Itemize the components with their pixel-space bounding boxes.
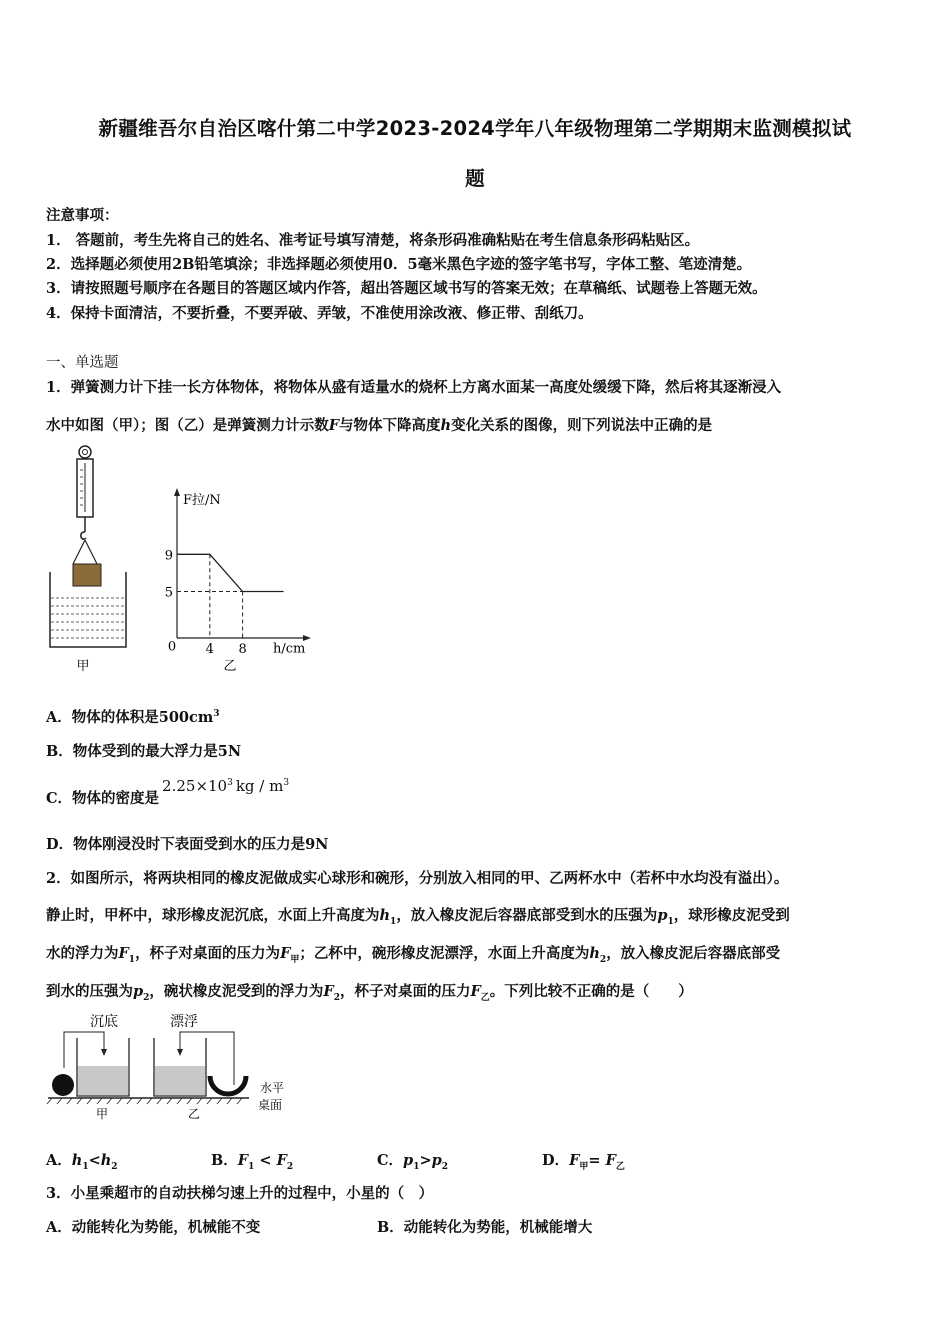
q1-text: 水中如图（甲）；图（乙）是弹簧测力计示数: [46, 417, 329, 434]
var: F: [323, 983, 334, 1000]
y-axis-arrow: [174, 488, 180, 496]
x-tick-label: 8: [238, 642, 247, 657]
q3-option-a[interactable]: A．动能转化为势能，机械能不变: [46, 1219, 261, 1236]
var: F: [280, 945, 291, 962]
page-title-continued: 题: [465, 167, 485, 190]
x-axis-label: h/cm: [273, 641, 306, 657]
string: [85, 540, 97, 564]
label-yi: 乙: [187, 1107, 201, 1121]
y-tick-label: 5: [164, 585, 173, 601]
arrow-icon: [177, 1049, 183, 1056]
sub: 1: [667, 916, 674, 927]
hook-icon: [81, 532, 86, 539]
q2-text: 。下列比较不正确的是（ ）: [489, 983, 693, 1000]
option-sup: 3: [213, 709, 220, 720]
q1-stem-line2: [46, 414, 712, 435]
water-yi: [155, 1066, 205, 1095]
sub: 2: [333, 992, 340, 1003]
q1-option-d[interactable]: D．物体刚浸没时下表面受到水的压力是9N: [46, 836, 329, 853]
q2-text: 静止时，甲杯中，球形橡皮泥沉底，水面上升高度为: [46, 907, 380, 924]
fig-label-jia: 甲: [76, 659, 90, 674]
q2-stem-line1: 2．如图所示，将两块相同的橡皮泥做成实心球形和碗形，分别放入相同的甲、乙两杯水中（若杯中水均没有溢出）。: [46, 870, 789, 887]
notice-heading: 注意事项：: [46, 207, 119, 224]
q3-stem: 3．小星乘超市的自动扶梯匀速上升的过程中，小星的（ ）: [46, 1185, 434, 1202]
q2-text: ；乙杯中，碗形橡皮泥漂浮，水面上升高度为: [299, 945, 590, 962]
label-jia: 甲: [95, 1107, 109, 1121]
data-series-line: [177, 554, 284, 591]
origin-label: 0: [167, 639, 177, 655]
q1-text: 与物体下降高度: [339, 417, 441, 434]
operator: >: [419, 1152, 432, 1169]
operator: <: [88, 1152, 101, 1169]
q2-text: ，球形橡皮泥受到: [673, 907, 790, 924]
option-prefix: B．: [211, 1152, 238, 1169]
q2-text: ，杯子对桌面的压力为: [135, 945, 281, 962]
q2-option-a[interactable]: [46, 1149, 118, 1172]
density-unit: kg / m: [235, 777, 284, 795]
block: [73, 564, 101, 586]
x-axis-arrow: [303, 635, 311, 641]
q1-figure-jia: [40, 442, 140, 682]
density-value: [162, 777, 289, 795]
q2-text: 水的浮力为: [46, 945, 119, 962]
q2-text: ，放入橡皮泥后容器底部受到水的压强为: [396, 907, 658, 924]
density-exp: 3: [227, 778, 233, 788]
option-prefix: A．: [46, 1152, 72, 1169]
var: F: [470, 983, 481, 1000]
q2-figure: [44, 1010, 304, 1122]
option-text: A．物体的体积是500cm: [46, 709, 214, 726]
scale-ring: [79, 446, 91, 458]
var: p: [403, 1152, 414, 1169]
page-title: 新疆维吾尔自治区喀什第二中学2023-2024学年八年级物理第二学期期末监测模拟试: [98, 117, 852, 140]
label-table-2: 桌面: [258, 1098, 283, 1112]
string: [73, 540, 85, 564]
var: F: [605, 1152, 616, 1169]
q2-text: ，碗状橡皮泥受到的浮力为: [149, 983, 324, 1000]
option-text: C．物体的密度是: [46, 790, 160, 807]
q2-option-d[interactable]: [542, 1149, 625, 1172]
sub: 1: [390, 916, 397, 927]
q2-option-b[interactable]: [211, 1149, 293, 1172]
section-heading: 一、单选题: [46, 355, 119, 371]
q2-text: 到水的压强为: [46, 983, 133, 1000]
sub: 2: [143, 992, 150, 1003]
water-jia: [78, 1066, 128, 1095]
sub: 1: [248, 1161, 255, 1172]
var: h: [100, 1152, 112, 1169]
operator: =: [588, 1152, 606, 1169]
sub: 甲: [290, 954, 300, 965]
q1-option-b[interactable]: B．物体受到的最大浮力是5N: [46, 743, 242, 760]
var: h: [71, 1152, 83, 1169]
notice-item: 3．请按照题号顺序在各题目的答题区域内作答，超出答题区域书写的答案无效；在草稿纸、试题卷上答题无效。: [46, 280, 767, 297]
var: F: [118, 945, 129, 962]
sub: 1: [82, 1161, 89, 1172]
var: h: [589, 945, 600, 962]
sub: 2: [111, 1161, 118, 1172]
table-hatch: [47, 1098, 242, 1104]
pointer-line-sink: [64, 1032, 104, 1068]
clay-ball: [52, 1074, 74, 1096]
sub: 乙: [480, 992, 490, 1003]
q1-stem-line1: 1．弹簧测力计下挂一长方体物体，将物体从盛有适量水的烧杯上方离水面某一高度处缓缓下降，然后将其逐渐浸入: [46, 379, 782, 396]
q2-text: ，放入橡皮泥后容器底部受: [606, 945, 781, 962]
operator: <: [254, 1152, 277, 1169]
label-float: 漂浮: [170, 1014, 198, 1030]
sub: 1: [413, 1161, 420, 1172]
var: p: [133, 983, 144, 1000]
sub: 2: [286, 1161, 294, 1172]
arrow-icon: [101, 1049, 107, 1056]
sub: 2: [599, 954, 607, 965]
var: p: [657, 907, 668, 924]
var: F: [276, 1152, 287, 1169]
q1-option-a[interactable]: [46, 706, 219, 727]
var: p: [431, 1152, 442, 1169]
q2-option-c[interactable]: [377, 1149, 448, 1172]
var: F: [569, 1152, 580, 1169]
q1-var-h: h: [440, 417, 452, 434]
q3-option-b[interactable]: B．动能转化为势能，机械能增大: [377, 1219, 593, 1236]
sub: 乙: [615, 1161, 625, 1172]
sub: 甲: [579, 1161, 589, 1172]
x-tick-label: 4: [205, 642, 214, 657]
q2-text: ，杯子对桌面的压力: [339, 983, 471, 1000]
water: [51, 598, 125, 638]
notice-item: 1． 答题前，考生先将自己的姓名、准考证号填写清楚，将条形码准确粘贴在考生信息条形码粘贴区。: [46, 232, 700, 249]
y-tick-label: 9: [164, 548, 173, 564]
q2-stem-line4: [46, 980, 693, 1003]
fig-label-yi: 乙: [223, 659, 237, 674]
q2-stem-line2: [46, 904, 790, 927]
scale-ring-inner: [83, 450, 88, 455]
label-sink: 沉底: [90, 1014, 118, 1030]
var: F: [237, 1152, 249, 1169]
density-number: 2.25×10: [162, 777, 228, 795]
y-axis-label: F拉/N: [183, 493, 221, 508]
q2-stem-line3: [46, 942, 780, 965]
clay-bowl: [210, 1076, 246, 1094]
q1-figure-yi: [155, 486, 325, 681]
var: h: [379, 907, 391, 924]
option-prefix: C．: [377, 1152, 404, 1169]
density-unit-exp: 3: [283, 778, 290, 788]
q1-var-F: F: [328, 417, 340, 434]
option-prefix: D．: [542, 1152, 570, 1169]
notice-item: 4．保持卡面清洁，不要折叠，不要弄破、弄皱，不准使用涂改液、修正带、刮纸刀。: [46, 305, 593, 322]
sub: 2: [441, 1161, 449, 1172]
label-table-1: 水平: [260, 1081, 285, 1095]
q1-text: 变化关系的图像，则下列说法中正确的是: [451, 417, 713, 434]
sub: 1: [128, 954, 136, 965]
notice-item: 2．选择题必须使用2B铅笔填涂；非选择题必须使用0．5毫米黑色字迹的签字笔书写，字体工整、笔迹清楚。: [46, 256, 752, 273]
